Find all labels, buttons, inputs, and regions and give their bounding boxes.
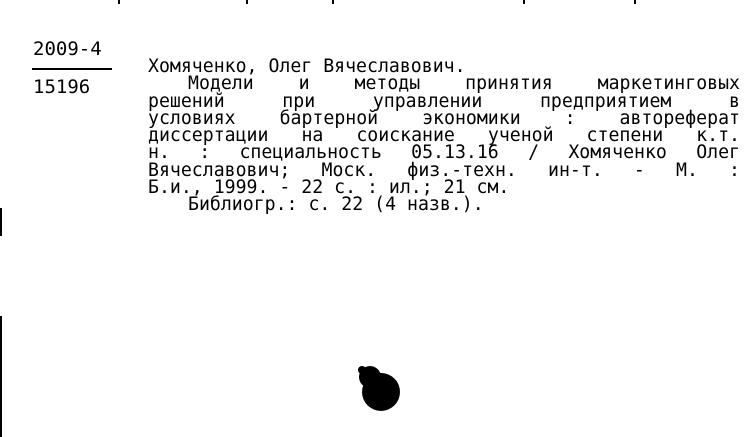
bibliography-note: Библиогр.: с. 22 (4 назв.). bbox=[188, 194, 484, 216]
catalog-entry bbox=[148, 58, 740, 214]
top-edge-marks bbox=[0, 0, 750, 6]
description-line: диссертации на соискание ученой степени к.т. bbox=[148, 125, 740, 147]
edge-mark bbox=[118, 0, 120, 4]
call-number-bottom: 15196 bbox=[33, 76, 91, 98]
edge-mark bbox=[523, 0, 525, 4]
description-line: н. : специальность 05.13.16 / Хомяченко Олег bbox=[148, 142, 740, 164]
description-line: условиях бартерной экономики : автореферат bbox=[148, 107, 740, 129]
left-edge-mark bbox=[0, 208, 2, 236]
call-number-top: 2009-4 bbox=[33, 38, 102, 60]
edge-mark bbox=[246, 0, 248, 4]
edge-mark bbox=[634, 0, 636, 4]
call-number-divider bbox=[32, 68, 112, 70]
left-edge-mark bbox=[0, 316, 2, 437]
punch-hole-mark bbox=[353, 364, 403, 412]
description-line: Вячеславович; Моск. физ.-техн. ин-т. - М. : bbox=[148, 159, 740, 181]
description-line: решений при управлении предприятием в bbox=[148, 90, 740, 112]
edge-mark bbox=[332, 0, 334, 4]
description-line: Б.и., 1999. - 22 с. : ил.; 21 см. bbox=[148, 177, 510, 199]
author-heading: Хомяченко, Олег Вячеславович. bbox=[148, 56, 466, 77]
description-line: Модели и методы принятия маркетинговых bbox=[188, 73, 740, 95]
